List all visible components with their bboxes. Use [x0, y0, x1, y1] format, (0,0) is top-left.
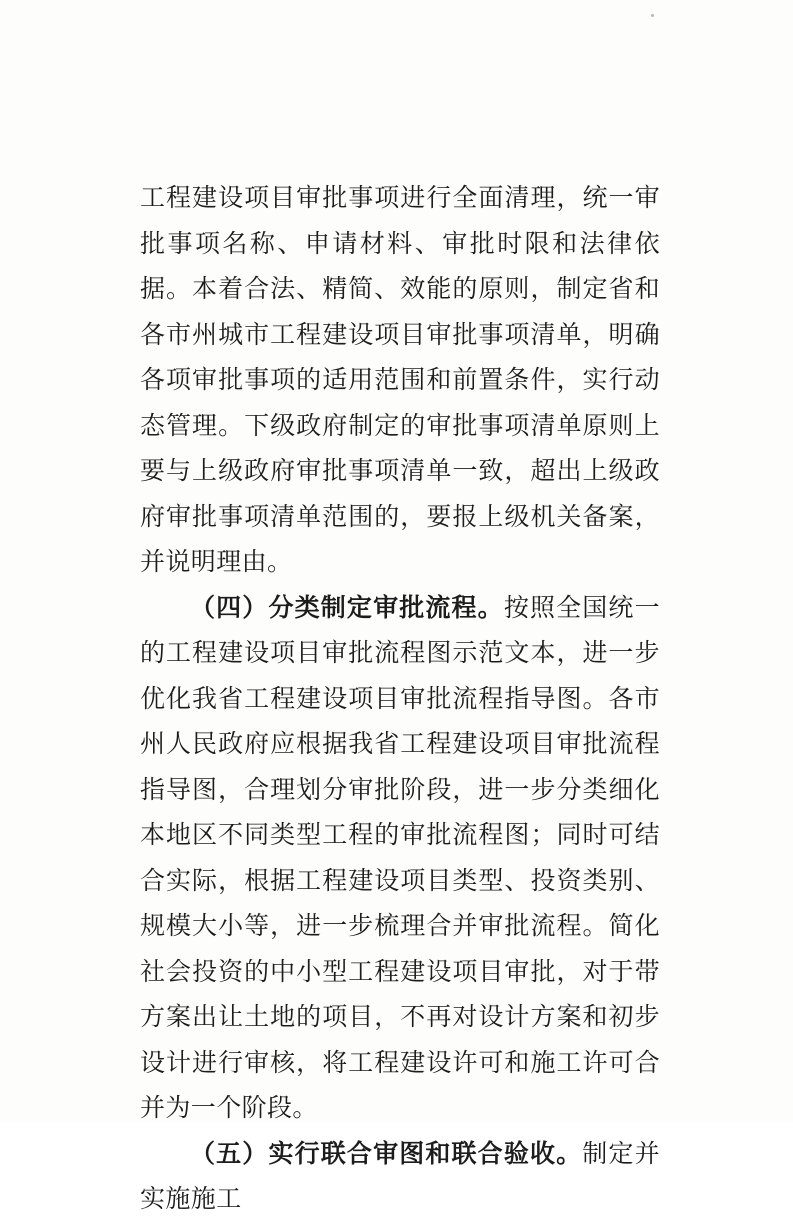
section-heading: （五）实行联合审图和联合验收。 — [190, 1138, 583, 1168]
paragraph-section-5 — [140, 1131, 660, 1222]
scan-speck — [651, 14, 654, 17]
paragraph-text: 工程建设项目审批事项进行全面清理，统一审批事项名称、申请材料、审批时限和法律依据。本着合法、精简、效能的原则，制定省和各市州城市工程建设项目审批事项清单，明确各项审批事项的适用范围和前置条件，实行动态管理。下级政府制定的审批事项清单原则上要与上级政府审批事项清单一致，超出上级政府审批事项清单范围的，要报上级机关备案，并说明理由。 — [140, 183, 660, 576]
paragraph-text: 按照全国统一的工程建设项目审批流程图示范文本，进一步优化我省工程建设项目审批流程指导图。各市州人民政府应根据我省工程建设项目审批流程指导图，合理划分审批阶段，进一步分类细化本地区不同类型工程的审批流程图；同时可结合实际，根据工程建设项目类型、投资类别、规模大小等，进一步梳理合并审批流程。简化社会投资的中小型工程建设项目审批，对于带方案出让土地的项目，不再对设计方案和初步设计进行审核，将工程建设许可和施工许可合并为一个阶段。 — [140, 592, 660, 1122]
section-heading: （四）分类制定审批流程。 — [190, 592, 504, 622]
paragraph-continuation — [140, 175, 660, 585]
paragraph-section-4 — [140, 585, 660, 1131]
paragraph-text: 制定并实施施工 — [140, 1138, 660, 1213]
document-body — [140, 175, 660, 1222]
